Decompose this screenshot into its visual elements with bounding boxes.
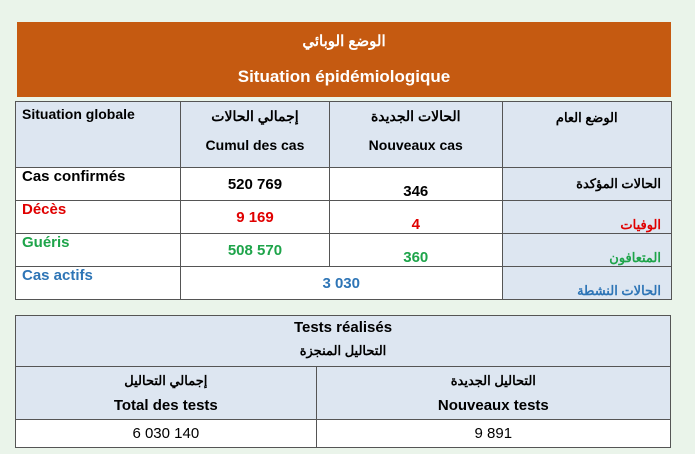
label-recovered-arabic: المتعافون — [502, 234, 671, 267]
situation-header-row — [16, 102, 672, 168]
label-active: Cas actifs — [16, 267, 181, 300]
label-deaths: Décès — [16, 201, 181, 234]
header-nouveaux-french: Nouveaux cas — [368, 137, 463, 153]
row-recovered — [16, 234, 672, 267]
value-deaths-new: 4 — [330, 201, 503, 234]
tests-table — [15, 315, 671, 448]
tests-new-arabic: التحاليل الجديدة — [450, 373, 536, 388]
banner-title-french: Situation épidémiologique — [237, 67, 451, 86]
header-banner — [17, 22, 671, 97]
label-active-arabic: الحالات النشطة — [502, 267, 671, 300]
label-confirmed-arabic: الحالات المؤكدة — [502, 168, 671, 201]
row-active — [16, 267, 672, 300]
header-cumul-french: Cumul des cas — [205, 137, 305, 153]
header-situation-arabic: الوضع العام — [502, 102, 671, 168]
label-confirmed: Cas confirmés — [16, 168, 181, 201]
tests-total-value: 6 030 140 — [16, 420, 317, 448]
tests-total-arabic: إجمالي التحاليل — [124, 373, 208, 388]
value-recovered-cumul: 508 570 — [180, 234, 329, 267]
tests-total-french: Total des tests — [113, 397, 218, 414]
value-deaths-cumul: 9 169 — [180, 201, 329, 234]
tests-total-header — [16, 367, 317, 420]
value-confirmed-cumul: 520 769 — [180, 168, 329, 201]
header-cumul — [180, 102, 329, 168]
value-recovered-new: 360 — [330, 234, 503, 267]
label-deaths-arabic: الوفيات — [502, 201, 671, 234]
tests-title-row — [16, 316, 671, 367]
header-situation-globale: Situation globale — [16, 102, 181, 168]
tests-title-arabic: التحاليل المنجزة — [299, 343, 387, 358]
tests-header-row — [16, 367, 671, 420]
tests-new-french: Nouveaux tests — [437, 397, 549, 414]
row-confirmed — [16, 168, 672, 201]
tests-title-cell — [16, 316, 671, 367]
tests-title-french: Tests réalisés — [293, 319, 393, 336]
tests-new-header — [316, 367, 670, 420]
value-active: 3 030 — [180, 267, 502, 300]
situation-table — [15, 101, 672, 300]
header-nouveaux-arabic: الحالات الجديدة — [370, 108, 461, 124]
header-cumul-arabic: إجمالي الحالات — [211, 108, 299, 124]
label-recovered: Guéris — [16, 234, 181, 267]
value-confirmed-new: 346 — [330, 168, 503, 201]
tests-new-value: 9 891 — [316, 420, 670, 448]
header-nouveaux — [330, 102, 503, 168]
banner-title-arabic: الوضع الوبائي — [302, 33, 386, 50]
tests-value-row — [16, 420, 671, 448]
row-deaths — [16, 201, 672, 234]
